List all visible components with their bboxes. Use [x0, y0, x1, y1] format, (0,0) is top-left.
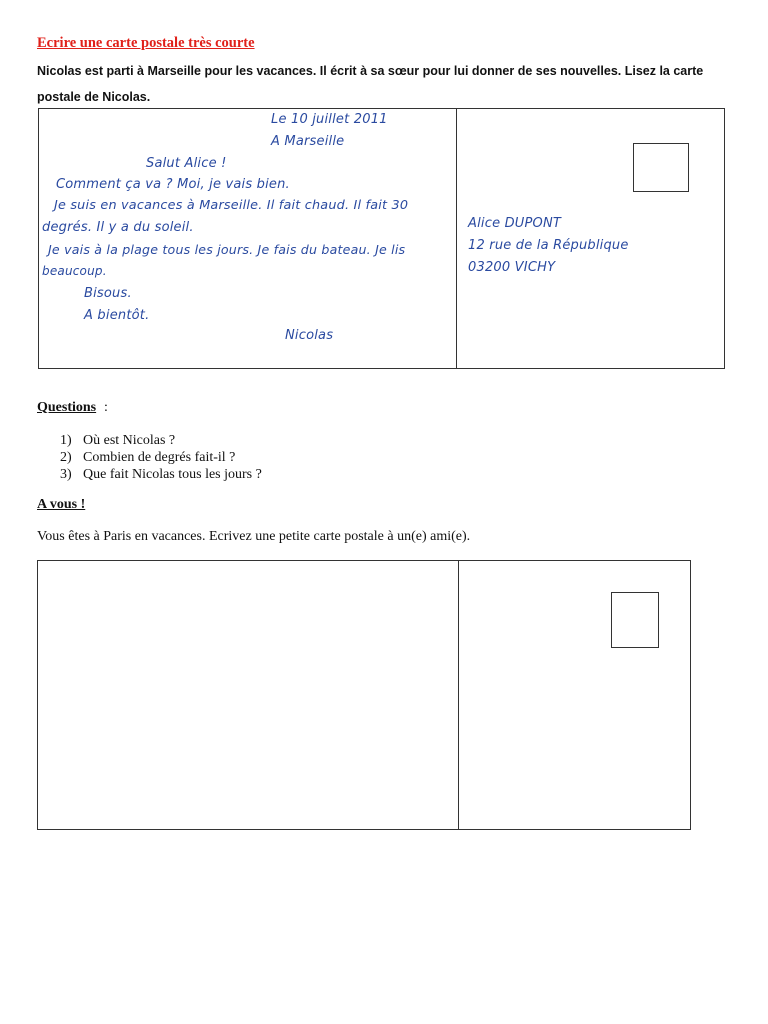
- postcard-line-5: beaucoup.: [42, 264, 107, 278]
- blank-postcard: [37, 560, 691, 830]
- question-item: [60, 466, 262, 483]
- postcard-divider: [456, 109, 457, 368]
- question-item: [60, 449, 262, 466]
- intro-text: [37, 58, 737, 110]
- address-city: 03200 VICHY: [468, 260, 556, 275]
- postcard-signature: Nicolas: [285, 328, 334, 343]
- questions-heading: Questions: [37, 400, 97, 415]
- postcard-closing-2: A bientôt.: [84, 308, 150, 323]
- intro-line-1: Nicolas est parti à Marseille pour les vacances. Il écrit à sa sœur pour lui donner de ses nouvelles. Lisez la carte: [37, 64, 704, 78]
- worksheet-title: Ecrire une carte postale très courte: [37, 35, 255, 51]
- questions-list: [60, 432, 262, 483]
- question-text: Où est Nicolas ?: [83, 433, 176, 448]
- intro-line-2: postale de Nicolas.: [37, 90, 151, 104]
- blank-postcard-divider: [458, 561, 459, 829]
- stamp-box: [633, 143, 689, 192]
- postcard-line-1: Comment ça va ? Moi, je vais bien.: [56, 177, 290, 192]
- address-street: 12 rue de la République: [468, 238, 629, 253]
- question-number: 1): [60, 433, 72, 448]
- question-text: Que fait Nicolas tous les jours ?: [83, 467, 262, 482]
- question-number: 2): [60, 450, 72, 465]
- questions-colon: :: [104, 400, 108, 415]
- question-item: [60, 432, 262, 449]
- address-name: Alice DUPONT: [468, 216, 562, 231]
- postcard-closing-1: Bisous.: [84, 286, 132, 301]
- postcard-line-2: Je suis en vacances à Marseille. Il fait chaud. Il fait 30: [54, 198, 409, 213]
- postcard-place: A Marseille: [271, 134, 345, 149]
- postcard-line-4: Je vais à la plage tous les jours. Je fais du bateau. Je lis: [48, 242, 406, 257]
- task-instruction: Vous êtes à Paris en vacances. Ecrivez une petite carte postale à un(e) ami(e).: [37, 529, 471, 544]
- a-vous-heading: A vous !: [37, 497, 86, 512]
- question-text: Combien de degrés fait-il ?: [83, 450, 236, 465]
- postcard-greeting: Salut Alice !: [146, 156, 227, 171]
- blank-stamp-box: [611, 592, 659, 648]
- postcard-date: Le 10 juillet 2011: [271, 112, 388, 127]
- postcard-line-3: degrés. Il y a du soleil.: [42, 220, 194, 235]
- question-number: 3): [60, 467, 72, 482]
- example-postcard: [38, 108, 725, 369]
